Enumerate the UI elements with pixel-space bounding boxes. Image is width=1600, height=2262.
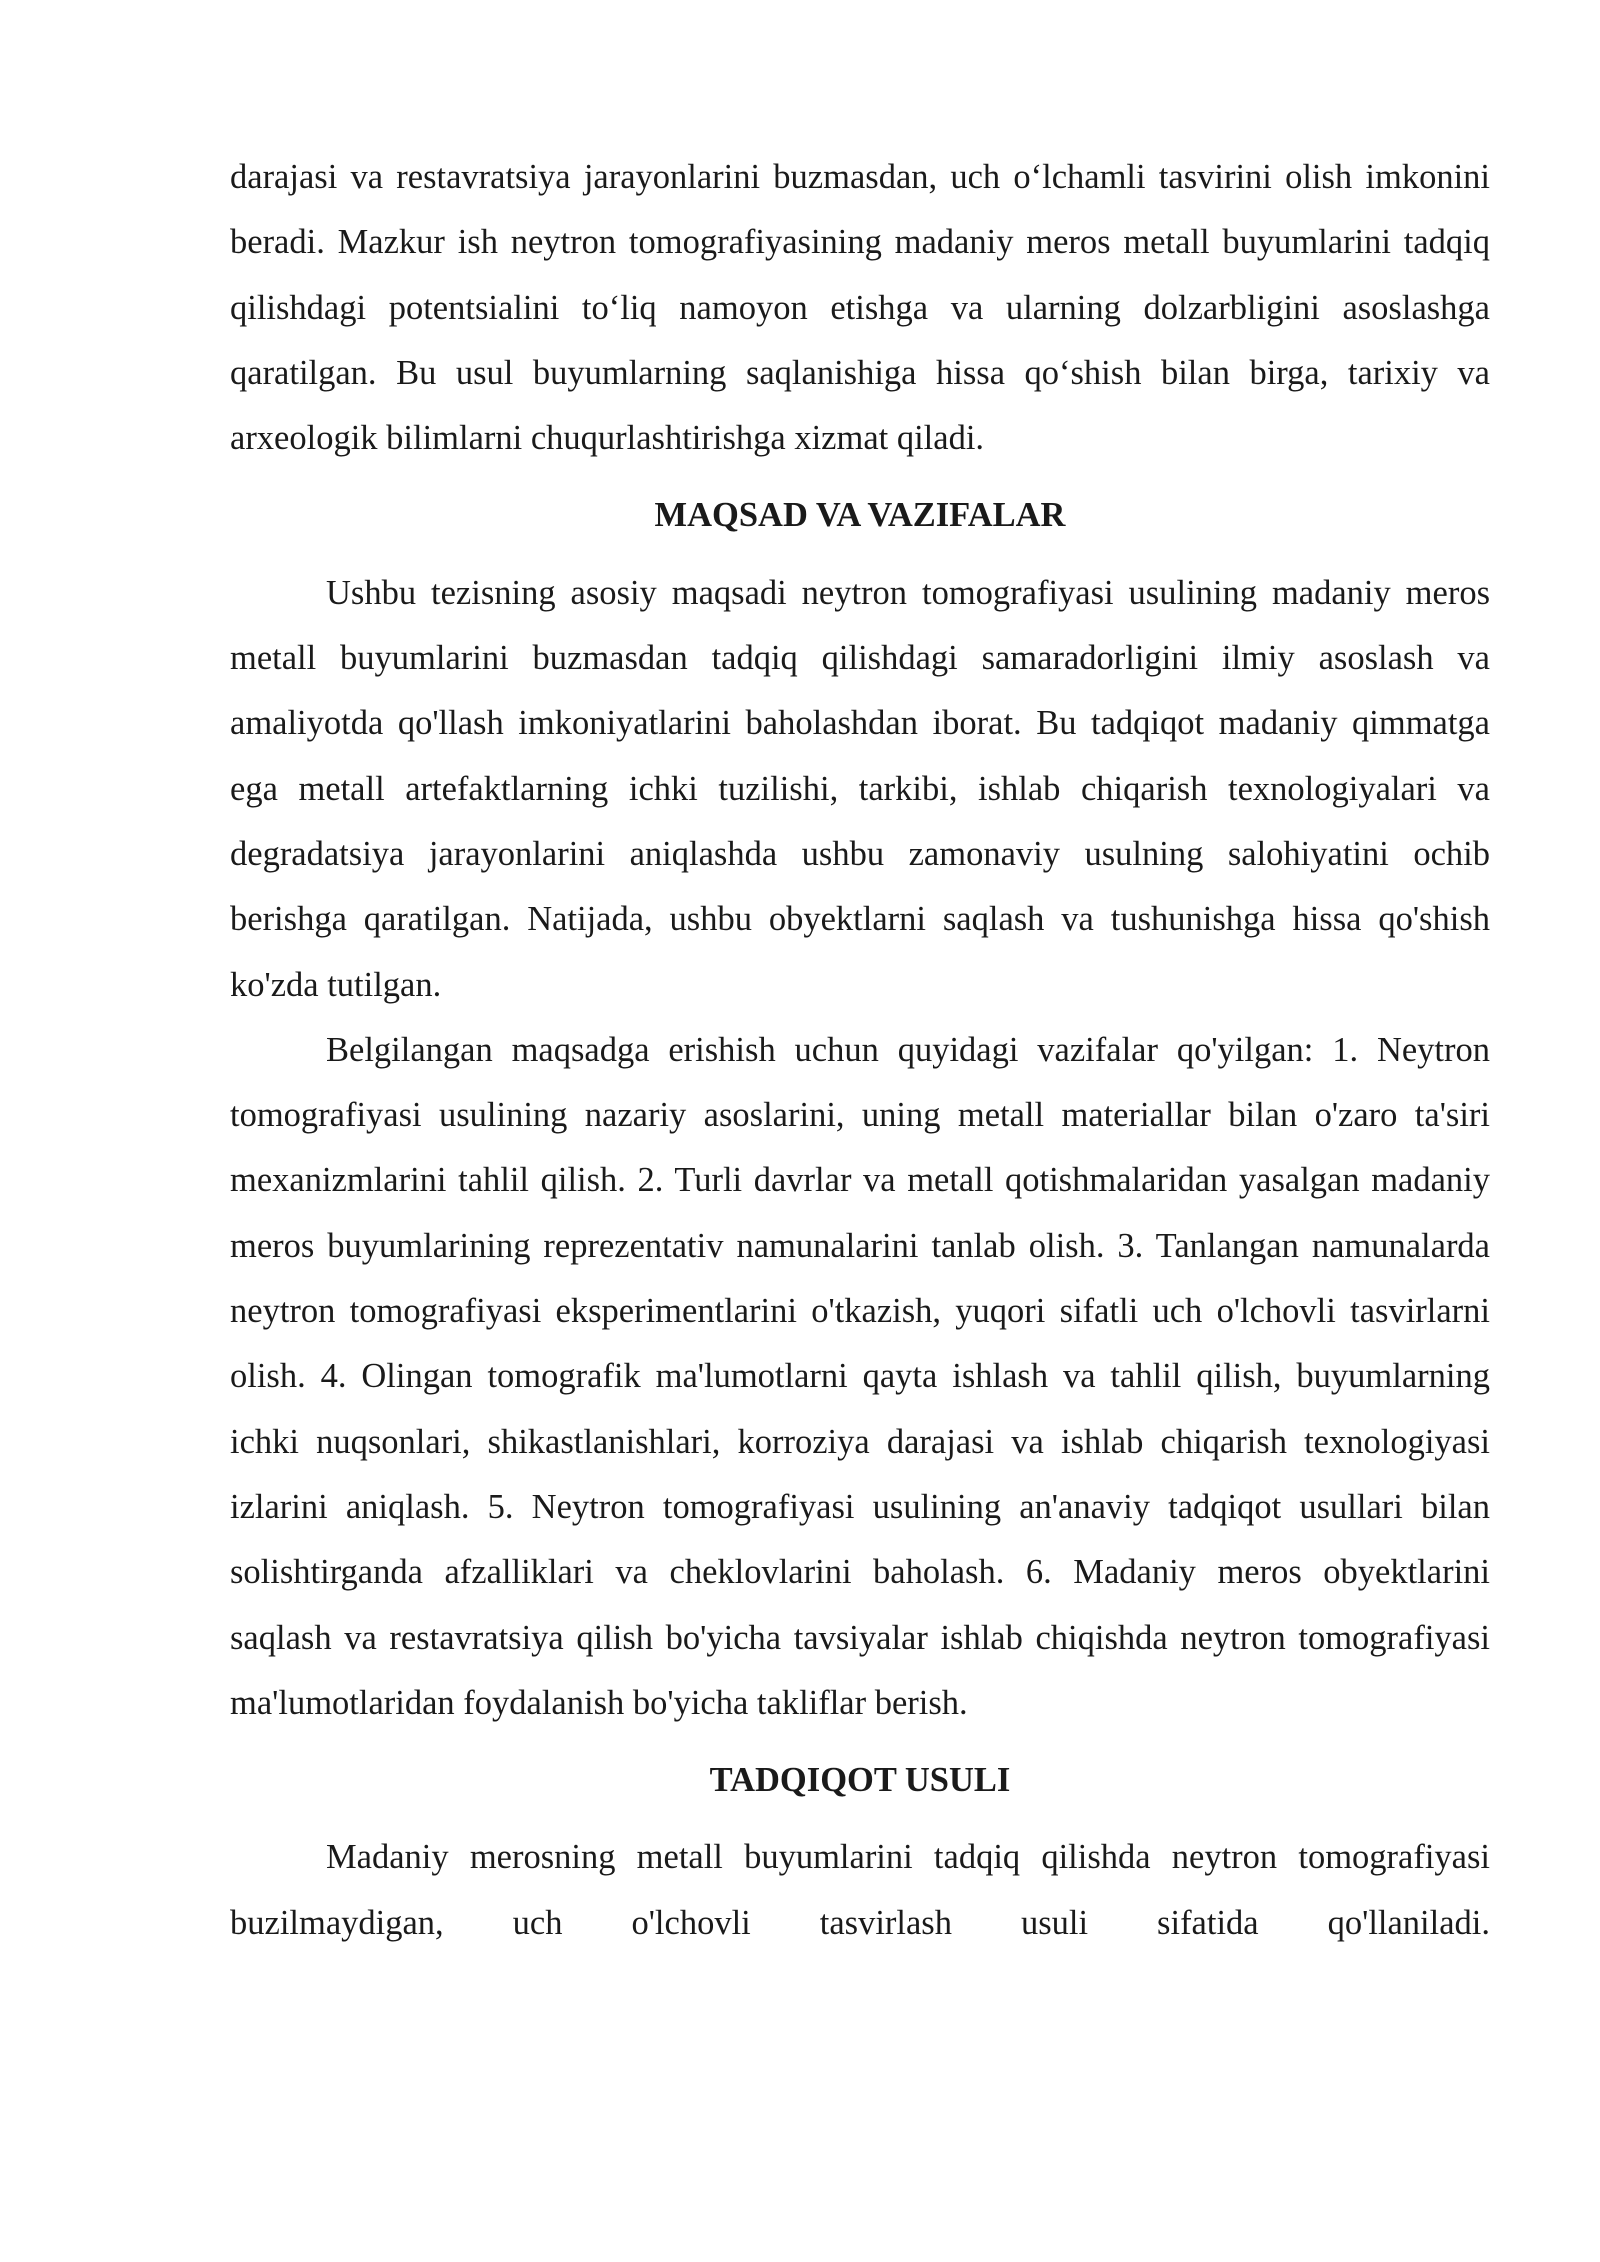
paragraph-tasks: Belgilangan maqsadga erishish uchun quyidagi vazifalar qo'yilgan: 1. Neytron tomografiyasi usulining nazariy asoslarini, uning metall materiallar bilan o'zaro ta'siri mexanizmlarini tahlil qilish. 2. Turli davrlar va metall qotishmalaridan yasalgan madaniy meros buyumlarining reprezentativ namunalarini tanlab olish. 3. Tanlangan namunalarda neytron tomografiyasi eksperimentlarini o'tkazish, yuqori sifatli uch o'lchovli tasvirlarni olish. 4. Olingan tomografik ma'lumotlarni qayta ishlash va tahlil qilish, buyumlarning ichki nuqsonlari, shikastlanishlari, korroziya darajasi va ishlab chiqarish texnologiyasi izlarini aniqlash. 5. Neytron tomografiyasi usulining an'anaviy tadqiqot usullari bilan solishtirganda afzalliklari va cheklovlarini baholash. 6. Madaniy meros obyektlarini saqlash va restavratsiya qilish bo'yicha tavsiyalar ishlab chiqishda neytron tomografiyasi ma'lumotlaridan foydalanish bo'yicha takliflar berish.	[230, 1030, 1490, 1722]
section-heading-method: TADQIQOT USULI	[709, 1761, 1011, 1800]
paragraph-method: Madaniy merosning metall buyumlarini tadqiq qilishda neytron tomografiyasi buzilmaydigan, uch o'lchovli tasvirlash usuli sifatida qo'llaniladi.	[230, 1838, 1490, 1942]
document-page	[230, 145, 1490, 1956]
paragraph-goal: Ushbu tezisning asosiy maqsadi neytron tomografiyasi usulining madaniy meros metall buyumlarini buzmasdan tadqiq qilishdagi samaradorligini ilmiy asoslash va amaliyotda qo'llash imkoniyatlarini baholashdan iborat. Bu tadqiqot madaniy qimmatga ega metall artefaktlarning ichki tuzilishi, tarkibi, ishlab chiqarish texnologiyalari va degradatsiya jarayonlarini aniqlashda ushbu zamonaviy usulning salohiyatini ochib berishga qaratilgan. Natijada, ushbu obyektlarni saqlash va tushunishga hissa qo'shish ko'zda tutilgan.	[230, 573, 1490, 1004]
section-heading-goals: MAQSAD VA VAZIFALAR	[654, 496, 1066, 535]
paragraph-intro: darajasi va restavratsiya jarayonlarini buzmasdan, uch o‘lchamli tasvirini olish imkonini beradi. Mazkur ish neytron tomografiyasining madaniy meros metall buyumlarini tadqiq qilishdagi potentsialini to‘liq namoyon etishga va ularning dolzarbligini asoslashga qaratilgan. Bu usul buyumlarning saqlanishiga hissa qo‘shish bilan birga, tarixiy va arxeologik bilimlarni chuqurlashtirishga xizmat qiladi.	[230, 158, 1490, 458]
